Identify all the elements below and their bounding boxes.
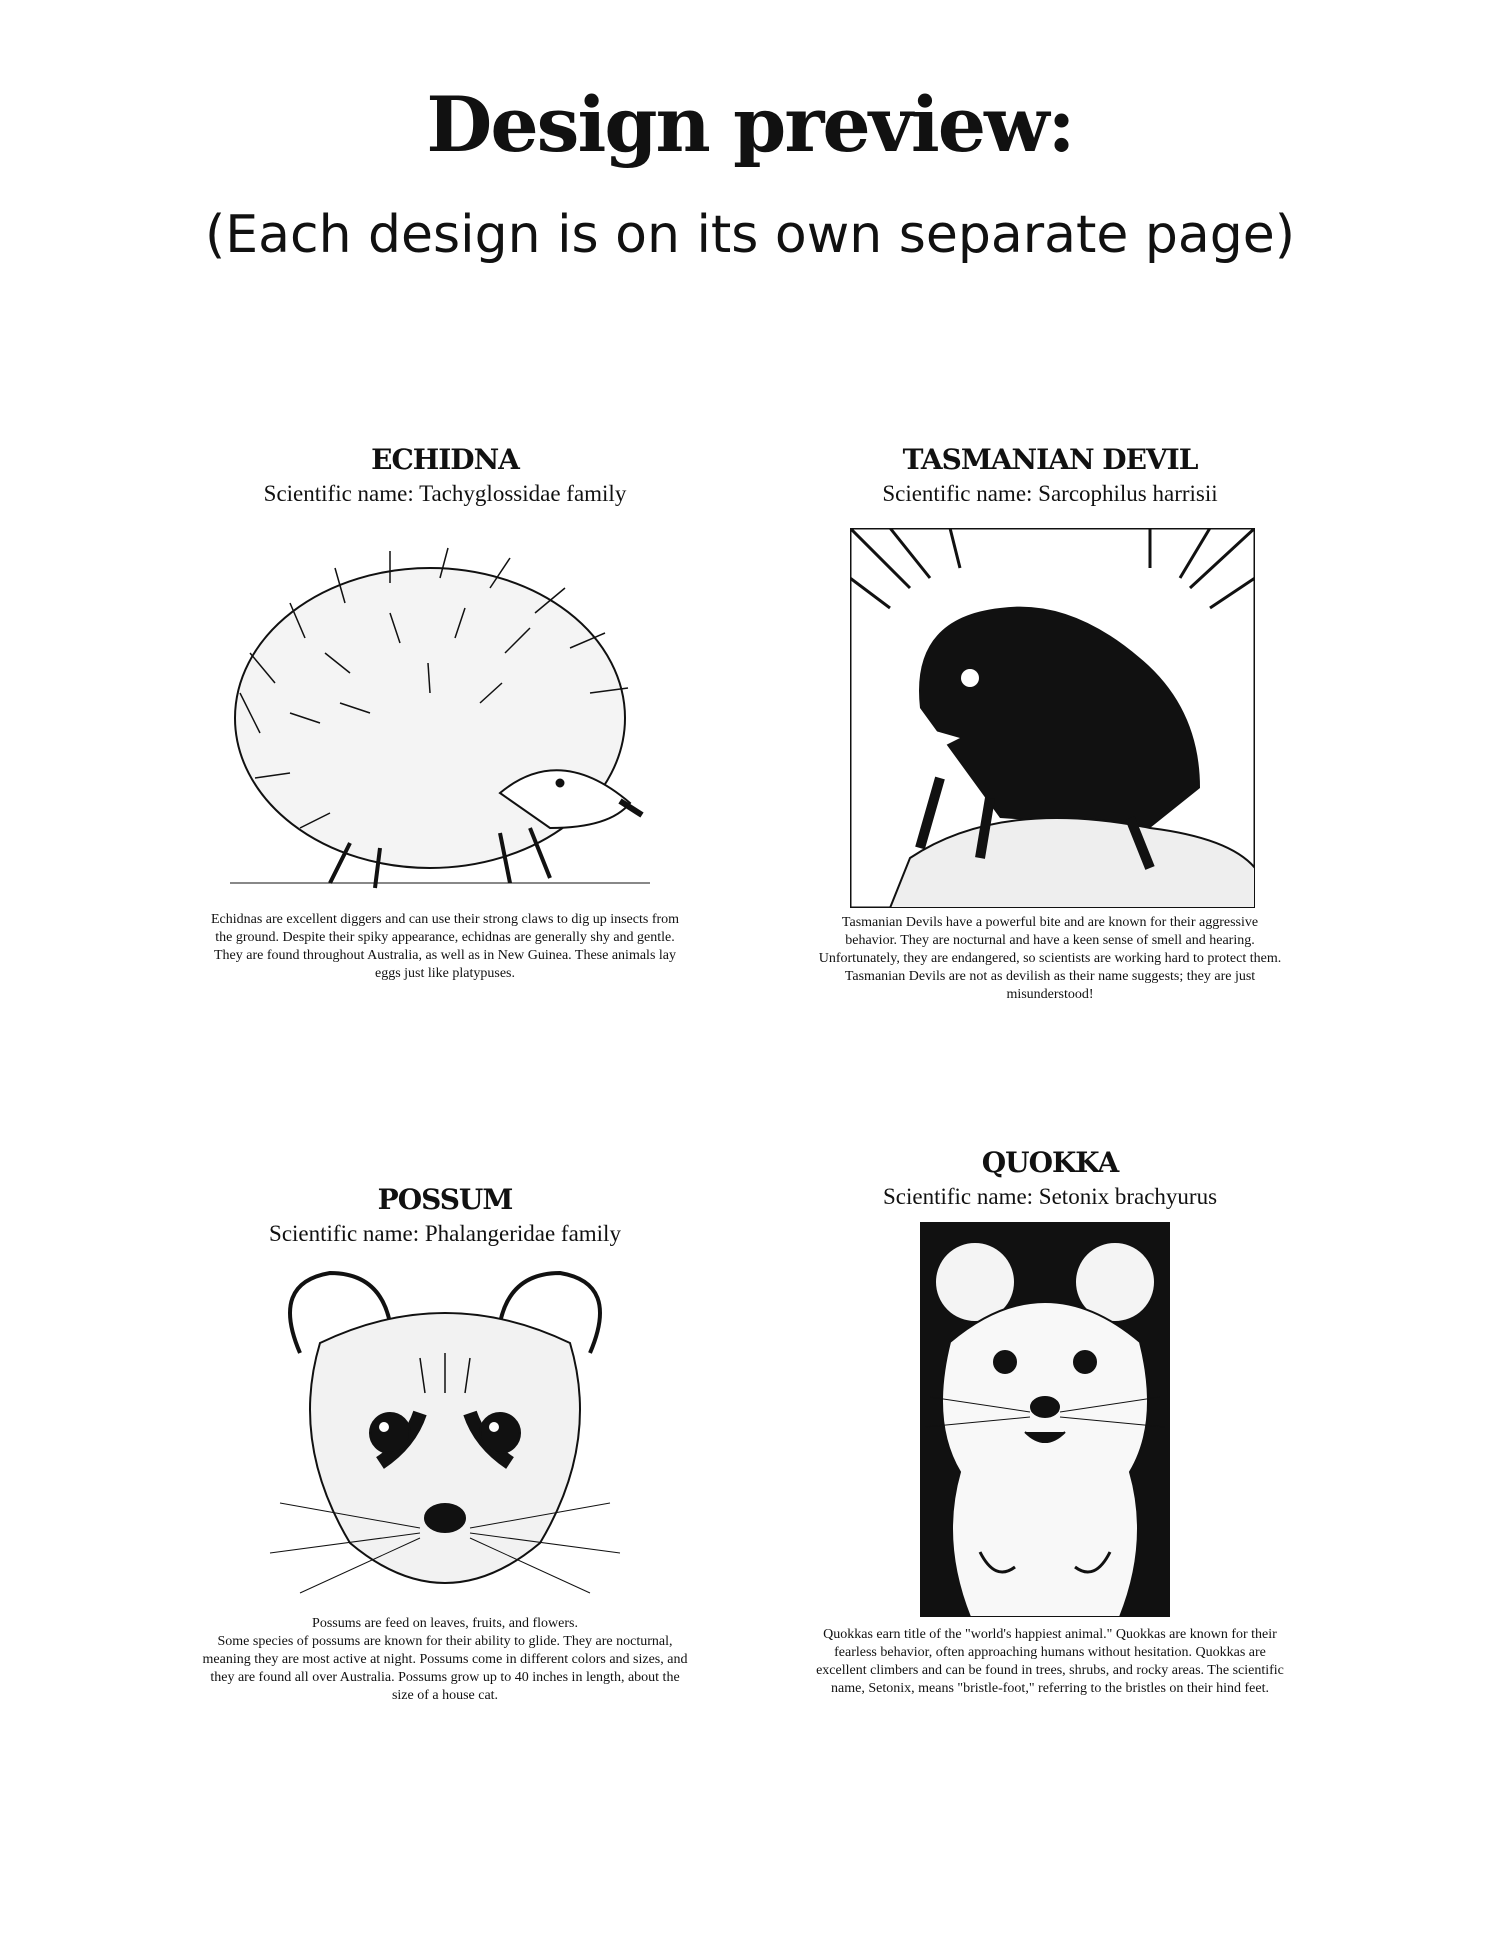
- description-line: Possums are feed on leaves, fruits, and flowers.: [312, 1616, 578, 1631]
- card-echidna: [200, 443, 690, 1003]
- scientific-name: Scientific name: Phalangeridae family: [269, 1221, 621, 1246]
- animal-description: [200, 1615, 690, 1705]
- animal-name: QUOKKA: [981, 1146, 1119, 1179]
- possum-illustration: [260, 1263, 630, 1613]
- animal-name: ECHIDNA: [371, 443, 519, 476]
- quokka-illustration: [920, 1222, 1170, 1617]
- card-quokka: [805, 1146, 1295, 1726]
- animal-name: TASMANIAN DEVIL: [902, 443, 1198, 476]
- description-line: Some species of possums are known for their ability to glide. They are nocturnal, meaning they are most active at night. Possums come in different colors and sizes, and they are found all over Australia. Possums grow up to 40 inches in length, about the size of a house cat.: [202, 1634, 688, 1703]
- animal-description: Echidnas are excellent diggers and can use their strong claws to dig up insects from the ground. Despite their spiky appearance, echidnas are generally shy and gentle. They are found throughout Australia, as well as in New Guinea. These animals lay eggs just like platypuses.: [210, 912, 680, 981]
- scientific-name: Scientific name: Sarcophilus harrisii: [882, 481, 1218, 506]
- animal-name: POSSUM: [377, 1183, 513, 1216]
- scientific-name: Scientific name: Setonix brachyurus: [882, 1184, 1218, 1209]
- card-possum: [200, 1183, 690, 1723]
- page-title: Design preview:: [426, 80, 1074, 169]
- page-subtitle: (Each design is on its own separate page): [204, 205, 1296, 265]
- echidna-illustration: [230, 543, 650, 903]
- card-tasmanian-devil: [805, 443, 1295, 1023]
- animal-description: Tasmanian Devils have a powerful bite and are known for their aggressive behavior. They are nocturnal and have a keen sense of smell and hearing. Unfortunately, they are endangered, so scientists are working hard to protect them. Tasmanian Devils are not as devilish as their name suggests; they are just misunderstood!: [818, 915, 1282, 1002]
- animal-description: Quokkas earn title of the "world's happiest animal." Quokkas are known for their fearless behavior, often approaching humans without hesitation. Quokkas are excellent climbers and can be found in trees, shrubs, and rocky areas. The scientific name, Setonix, means "bristle-foot," referring to the bristles on their hind feet.: [816, 1627, 1284, 1696]
- scientific-name: Scientific name: Tachyglossidae family: [263, 481, 627, 506]
- tasmanian-devil-illustration: [850, 528, 1255, 908]
